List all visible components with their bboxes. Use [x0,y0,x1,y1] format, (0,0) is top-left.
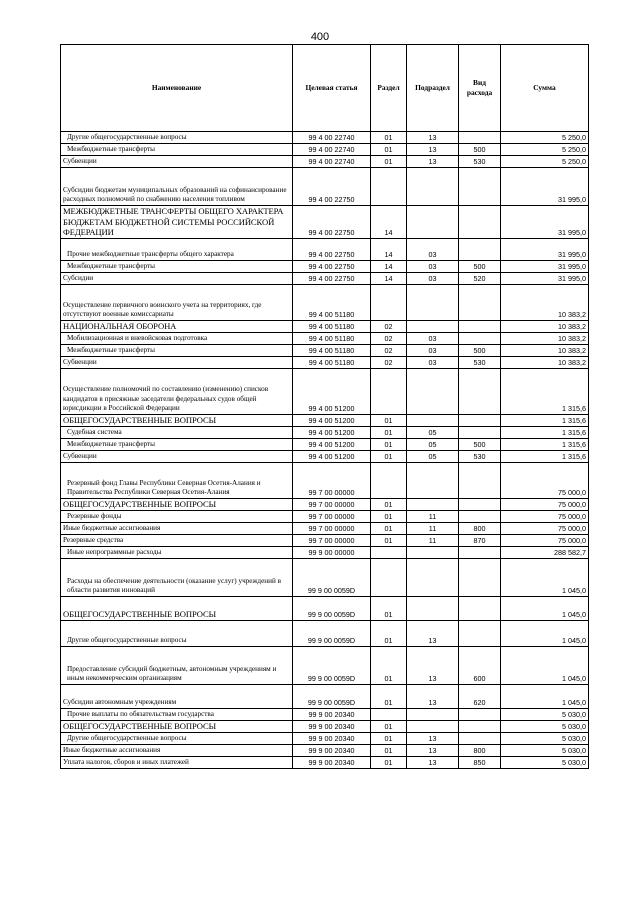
table-row [61,523,589,535]
row-section: 01 [371,511,407,523]
row-expense-type: 620 [459,685,501,709]
row-section: 01 [371,144,407,156]
table-header-row [61,45,589,132]
row-name: Осуществление первичного воинского учета на территориях, где отсутствуют военные комиссариаты [61,285,293,321]
row-section [371,369,407,415]
row-sum: 5 250,0 [501,132,589,144]
row-section: 02 [371,357,407,369]
row-section: 02 [371,333,407,345]
row-sum: 31 995,0 [501,239,589,261]
row-target-code: 99 7 00 00000 [293,535,371,547]
row-name: Судебная система [61,427,293,439]
row-subsection: 11 [407,535,459,547]
row-expense-type [459,333,501,345]
table-row [61,345,589,357]
table-row [61,415,589,427]
row-name: ОБЩЕГОСУДАРСТВЕННЫЕ ВОПРОСЫ [61,597,293,621]
column-header-expense-type: Вид расхода [459,45,501,132]
row-expense-type: 530 [459,451,501,463]
row-section [371,463,407,499]
row-subsection [407,547,459,559]
row-subsection [407,499,459,511]
row-target-code: 99 7 00 00000 [293,463,371,499]
row-name: Иные бюджетные ассигнования [61,523,293,535]
row-target-code: 99 9 00 20340 [293,733,371,745]
row-sum: 5 030,0 [501,709,589,721]
table-row [61,709,589,721]
row-name: Другие общегосударственные вопросы [61,733,293,745]
table-row [61,333,589,345]
row-name: Резервные фонды [61,511,293,523]
row-sum: 1 315,6 [501,369,589,415]
table-row [61,273,589,285]
row-name: Субсидии автономным учреждениям [61,685,293,709]
row-expense-type [459,621,501,647]
row-subsection: 13 [407,757,459,769]
row-expense-type [459,415,501,427]
row-name: Субвенции [61,156,293,168]
row-subsection: 03 [407,345,459,357]
row-subsection: 05 [407,427,459,439]
row-subsection: 13 [407,156,459,168]
row-subsection: 13 [407,745,459,757]
row-subsection [407,415,459,427]
row-sum: 10 383,2 [501,357,589,369]
table-row [61,463,589,499]
row-expense-type [459,132,501,144]
row-section [371,547,407,559]
row-sum: 5 030,0 [501,733,589,745]
row-target-code: 99 7 00 00000 [293,499,371,511]
row-target-code: 99 4 00 51200 [293,439,371,451]
row-subsection [407,709,459,721]
row-subsection [407,463,459,499]
row-section: 01 [371,745,407,757]
table-row [61,168,589,206]
row-section: 01 [371,647,407,685]
row-expense-type [459,597,501,621]
row-expense-type [459,285,501,321]
row-sum: 75 000,0 [501,511,589,523]
row-name: Расходы на обеспечение деятельности (оказание услуг) учреждений в области развития инноваций [61,559,293,597]
row-subsection [407,321,459,333]
row-name: Межбюджетные трансферты [61,439,293,451]
table-row [61,733,589,745]
table-row [61,239,589,261]
row-sum: 1 315,6 [501,451,589,463]
row-expense-type [459,733,501,745]
table-row [61,559,589,597]
table-row [61,511,589,523]
row-section: 01 [371,733,407,745]
row-section: 01 [371,415,407,427]
row-target-code: 99 4 00 51180 [293,285,371,321]
table-row [61,597,589,621]
column-header-target: Целевая статья [293,45,371,132]
row-name: Межбюджетные трансферты [61,144,293,156]
row-target-code: 99 4 00 22740 [293,156,371,168]
row-section: 14 [371,261,407,273]
row-target-code: 99 7 00 00000 [293,511,371,523]
table-row [61,721,589,733]
row-expense-type: 870 [459,535,501,547]
row-subsection [407,168,459,206]
row-name: Субвенции [61,357,293,369]
row-expense-type [459,321,501,333]
table-row [61,321,589,333]
row-section: 02 [371,321,407,333]
table-row [61,535,589,547]
row-target-code: 99 4 00 51200 [293,415,371,427]
row-target-code: 99 4 00 22750 [293,239,371,261]
row-sum: 10 383,2 [501,333,589,345]
row-target-code: 99 9 00 20340 [293,757,371,769]
row-sum: 1 315,6 [501,427,589,439]
row-subsection: 11 [407,511,459,523]
row-target-code: 99 4 00 51180 [293,357,371,369]
row-expense-type [459,168,501,206]
table-row [61,745,589,757]
row-expense-type [459,511,501,523]
row-name: НАЦИОНАЛЬНАЯ ОБОРОНА [61,321,293,333]
row-expense-type: 800 [459,745,501,757]
row-target-code: 99 9 00 0059D [293,559,371,597]
row-section: 01 [371,132,407,144]
table-row [61,357,589,369]
row-target-code: 99 4 00 22740 [293,132,371,144]
row-target-code: 99 4 00 51180 [293,345,371,357]
row-target-code: 99 4 00 22750 [293,168,371,206]
row-section: 01 [371,685,407,709]
row-target-code: 99 9 00 0059D [293,647,371,685]
row-expense-type: 850 [459,757,501,769]
row-sum: 5 250,0 [501,156,589,168]
table-row [61,156,589,168]
row-name: Другие общегосударственные вопросы [61,621,293,647]
row-expense-type [459,559,501,597]
row-subsection: 13 [407,685,459,709]
row-target-code: 99 4 00 22750 [293,261,371,273]
row-expense-type [459,547,501,559]
row-name: Межбюджетные трансферты [61,345,293,357]
row-expense-type [459,206,501,239]
table-row [61,647,589,685]
table-row [61,757,589,769]
row-section: 14 [371,206,407,239]
row-sum: 1 045,0 [501,559,589,597]
row-section: 01 [371,621,407,647]
row-subsection [407,206,459,239]
row-subsection: 13 [407,132,459,144]
table-row [61,144,589,156]
column-header-subsection: Подраздел [407,45,459,132]
row-subsection: 13 [407,647,459,685]
row-expense-type [459,499,501,511]
row-sum: 31 995,0 [501,273,589,285]
row-sum: 288 582,7 [501,547,589,559]
row-expense-type [459,709,501,721]
row-sum: 10 383,2 [501,345,589,357]
row-name: Мобилизационная и вневойсковая подготовка [61,333,293,345]
row-subsection: 03 [407,357,459,369]
row-section: 01 [371,523,407,535]
row-target-code: 99 9 00 0059D [293,685,371,709]
table-row [61,685,589,709]
row-subsection [407,597,459,621]
row-subsection: 03 [407,261,459,273]
row-target-code: 99 9 00 0059D [293,621,371,647]
page-number: 400 [310,31,330,43]
row-sum: 1 045,0 [501,621,589,647]
row-subsection: 11 [407,523,459,535]
row-subsection: 03 [407,273,459,285]
row-subsection [407,285,459,321]
row-name: Другие общегосударственные вопросы [61,132,293,144]
row-section: 01 [371,757,407,769]
row-sum: 1 045,0 [501,597,589,621]
row-sum: 1 045,0 [501,685,589,709]
row-section: 02 [371,345,407,357]
row-target-code: 99 9 00 20340 [293,709,371,721]
row-section: 14 [371,239,407,261]
table-row [61,285,589,321]
row-target-code: 99 9 00 20340 [293,745,371,757]
row-section: 01 [371,535,407,547]
row-expense-type: 500 [459,144,501,156]
row-name: Иные непрограммные расходы [61,547,293,559]
row-sum: 75 000,0 [501,499,589,511]
table-row [61,439,589,451]
row-name: Субсидии [61,273,293,285]
row-expense-type [459,369,501,415]
row-sum: 1 045,0 [501,647,589,685]
row-section: 01 [371,427,407,439]
table-row [61,547,589,559]
row-section: 14 [371,273,407,285]
row-target-code: 99 4 00 51180 [293,333,371,345]
row-name: Осуществление полномочий по составлению (изменению) списков кандидатов в присяжные заседатели федеральных судов общей юрисдикции в Российской Федерации [61,369,293,415]
row-target-code: 99 4 00 51180 [293,321,371,333]
row-expense-type: 600 [459,647,501,685]
row-section: 01 [371,721,407,733]
table-row [61,132,589,144]
row-target-code: 99 7 00 00000 [293,523,371,535]
column-header-section: Раздел [371,45,407,132]
row-name: ОБЩЕГОСУДАРСТВЕННЫЕ ВОПРОСЫ [61,415,293,427]
row-target-code: 99 4 00 51200 [293,369,371,415]
column-header-name: Наименование [61,45,293,132]
row-expense-type: 800 [459,523,501,535]
row-name: Прочие межбюджетные трансферты общего характера [61,239,293,261]
row-section [371,709,407,721]
row-name: Предоставление субсидий бюджетным, автономным учреждениям и иным некоммерческим организациям [61,647,293,685]
table-row [61,206,589,239]
table-row [61,621,589,647]
table-row [61,261,589,273]
table-row [61,451,589,463]
row-section [371,168,407,206]
row-sum: 1 315,6 [501,439,589,451]
row-expense-type [459,463,501,499]
row-name: Уплата налогов, сборов и иных платежей [61,757,293,769]
table-row [61,499,589,511]
row-sum: 10 383,2 [501,321,589,333]
row-name: Иные бюджетные ассигнования [61,745,293,757]
row-subsection: 05 [407,439,459,451]
row-subsection: 13 [407,144,459,156]
table-body [61,132,589,769]
row-target-code: 99 4 00 22740 [293,144,371,156]
table-row [61,427,589,439]
row-expense-type [459,721,501,733]
row-name: Субсидии бюджетам муниципальных образований на софинансирование расходных полномочий по снабжению населения топливом [61,168,293,206]
row-name: МЕЖБЮДЖЕТНЫЕ ТРАНСФЕРТЫ ОБЩЕГО ХАРАКТЕРА БЮДЖЕТАМ БЮДЖЕТНОЙ СИСТЕМЫ РОССИЙСКОЙ ФЕДЕРАЦИИ [61,206,293,239]
row-target-code: 99 4 00 51200 [293,451,371,463]
row-section: 01 [371,451,407,463]
row-expense-type [459,427,501,439]
column-header-sum: Сумма [501,45,589,132]
row-target-code: 99 4 00 51200 [293,427,371,439]
row-expense-type [459,239,501,261]
row-sum: 10 383,2 [501,285,589,321]
row-name: Субвенции [61,451,293,463]
row-section [371,559,407,597]
row-subsection [407,369,459,415]
row-expense-type: 520 [459,273,501,285]
row-target-code: 99 9 00 0059D [293,597,371,621]
row-sum: 5 250,0 [501,144,589,156]
row-section: 01 [371,156,407,168]
row-name: Прочие выплаты по обязательствам государства [61,709,293,721]
row-section: 01 [371,597,407,621]
budget-table [60,44,589,769]
row-subsection [407,559,459,597]
row-subsection: 03 [407,239,459,261]
row-expense-type: 530 [459,357,501,369]
row-sum: 5 030,0 [501,745,589,757]
row-sum: 31 995,0 [501,168,589,206]
row-target-code: 99 9 00 00000 [293,547,371,559]
row-section: 01 [371,499,407,511]
row-sum: 1 315,6 [501,415,589,427]
row-section: 01 [371,439,407,451]
row-name: ОБЩЕГОСУДАРСТВЕННЫЕ ВОПРОСЫ [61,499,293,511]
row-target-code: 99 4 00 22750 [293,273,371,285]
row-subsection: 13 [407,733,459,745]
row-sum: 5 030,0 [501,721,589,733]
row-subsection: 03 [407,333,459,345]
row-name: Резервный фонд Главы Республики Северная Осетия-Алания и Правительства Республики Северная Осетия-Алания [61,463,293,499]
table-row [61,369,589,415]
row-sum: 31 995,0 [501,206,589,239]
row-expense-type: 500 [459,261,501,273]
row-target-code: 99 9 00 20340 [293,721,371,733]
row-name: Резервные средства [61,535,293,547]
row-sum: 5 030,0 [501,757,589,769]
row-subsection: 13 [407,621,459,647]
row-target-code: 99 4 00 22750 [293,206,371,239]
row-subsection [407,721,459,733]
row-sum: 75 000,0 [501,463,589,499]
row-subsection: 05 [407,451,459,463]
row-name: Межбюджетные трансферты [61,261,293,273]
row-expense-type: 500 [459,345,501,357]
row-section [371,285,407,321]
row-sum: 75 000,0 [501,535,589,547]
row-expense-type: 530 [459,156,501,168]
row-name: ОБЩЕГОСУДАРСТВЕННЫЕ ВОПРОСЫ [61,721,293,733]
row-expense-type: 500 [459,439,501,451]
row-sum: 31 995,0 [501,261,589,273]
row-sum: 75 000,0 [501,523,589,535]
